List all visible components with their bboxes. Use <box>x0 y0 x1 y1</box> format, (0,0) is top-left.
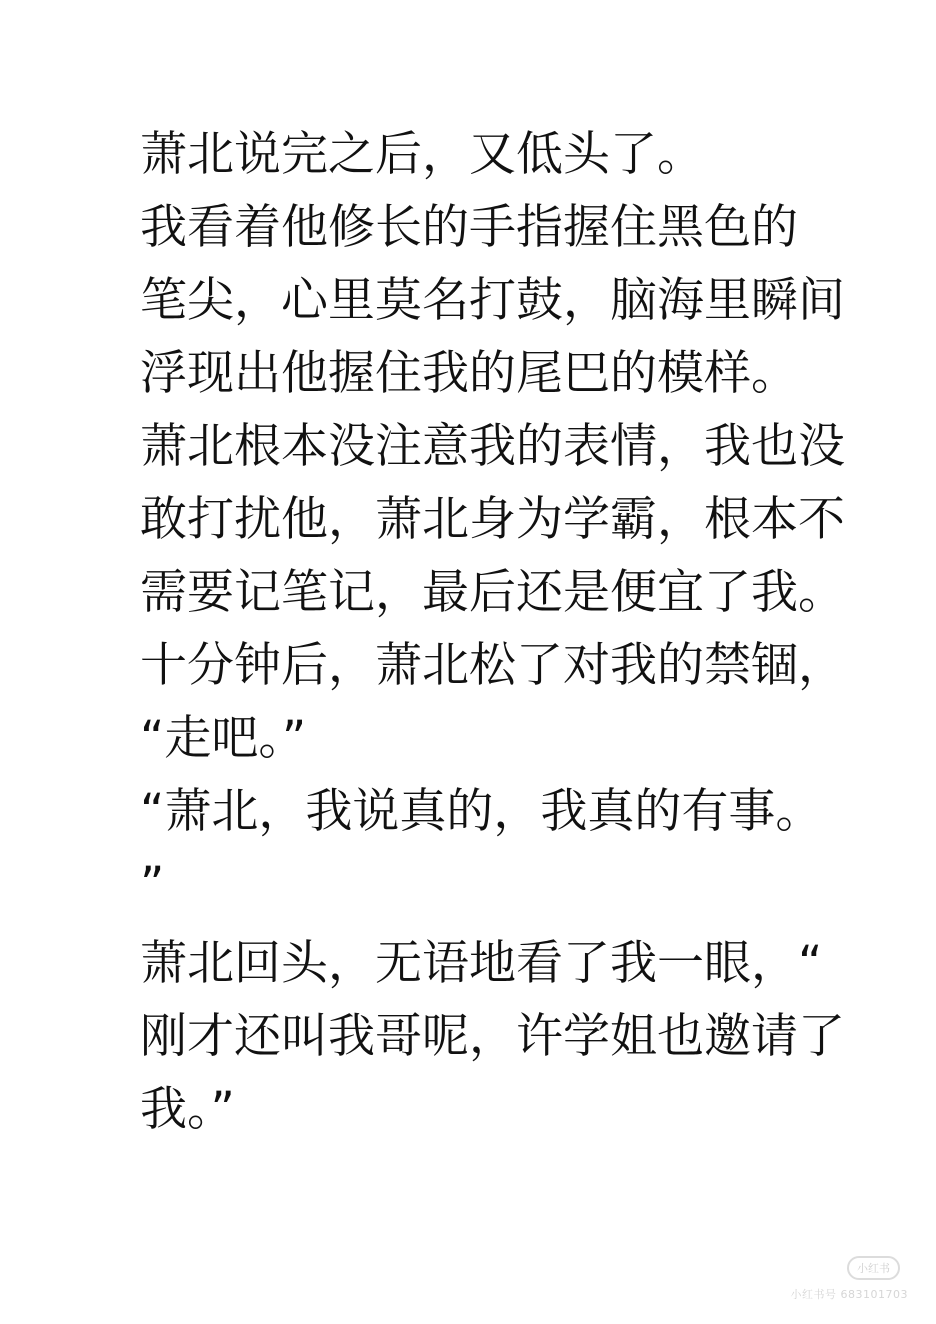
watermark-text: 小红书号 683101703 <box>790 1288 908 1301</box>
text-line: 我看着他修长的手指握住黑色的 <box>140 200 798 255</box>
body-text <box>140 118 845 1146</box>
watermark-logo: 小红书 <box>847 1256 900 1280</box>
text-line: ” <box>140 857 165 912</box>
text-line: 需要记笔记，最后还是便宜了我。 <box>140 565 845 620</box>
text-line: 敢打扰他，萧北身为学霸，根本不 <box>140 492 845 547</box>
text-line: “走吧。” <box>140 711 307 766</box>
xiaohongshu-watermark <box>791 1256 908 1302</box>
text-line: “萧北，我说真的，我真的有事。 <box>140 784 823 839</box>
text-line: 我。” <box>140 1082 235 1137</box>
text-line: 萧北说完之后，又低头了。 <box>140 127 704 182</box>
text-line: 十分钟后，萧北松了对我的禁锢， <box>140 638 845 693</box>
text-line: 刚才还叫我哥呢，许学姐也邀请了 <box>140 1009 845 1064</box>
text-line: 浮现出他握住我的尾巴的模样。 <box>140 346 798 401</box>
text-line: 笔尖，心里莫名打鼓，脑海里瞬间 <box>140 273 845 328</box>
text-line: 萧北回头，无语地看了我一眼，“ <box>140 936 823 991</box>
text-line: 萧北根本没注意我的表情，我也没 <box>140 419 845 474</box>
